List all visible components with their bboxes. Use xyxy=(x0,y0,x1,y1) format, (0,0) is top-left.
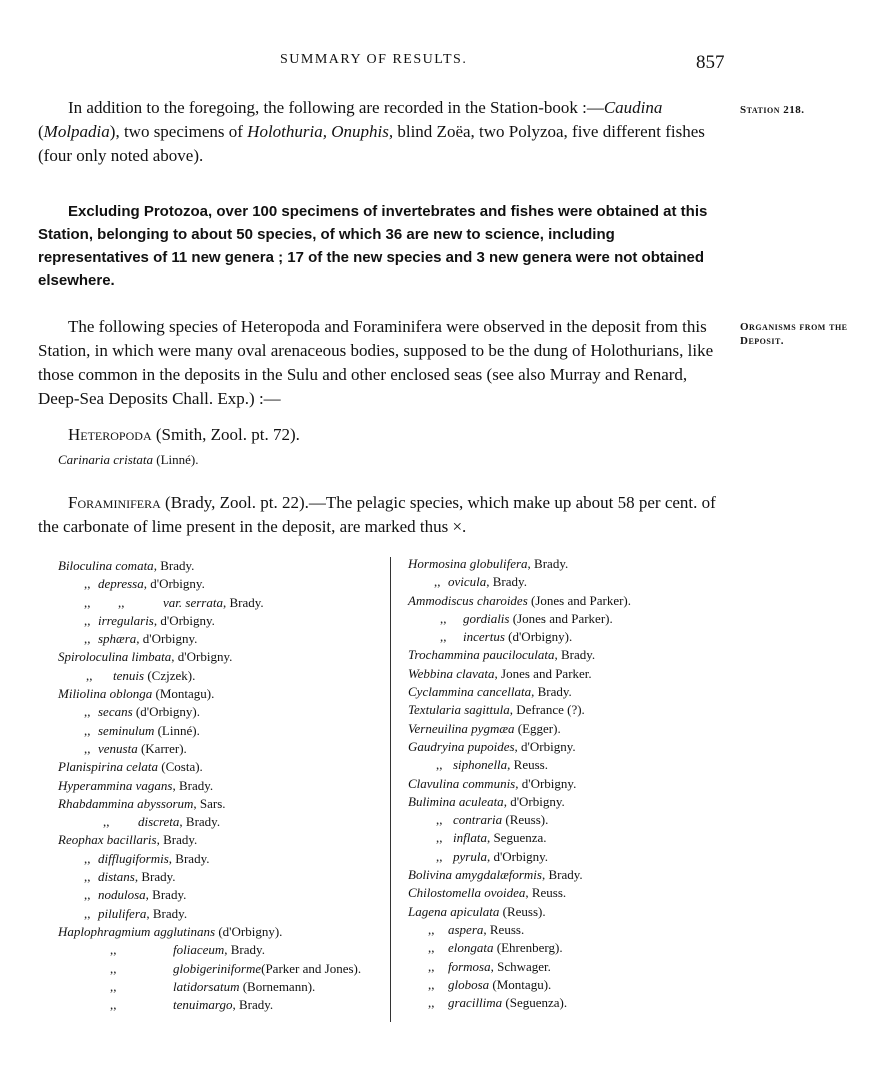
species-name: elongata xyxy=(448,940,494,956)
species-name: Textularia sagittula xyxy=(408,702,510,718)
species-author: , d'Orbigny. xyxy=(143,576,205,592)
left-species-entry xyxy=(58,996,388,1014)
heteropoda-species: Carinaria cristata (Linné). xyxy=(58,452,199,467)
left-species-entry xyxy=(58,667,388,685)
species-name: pilulifera xyxy=(98,905,147,921)
species-author: , d'Orbigny. xyxy=(486,848,549,864)
species-author: (Seguenza). xyxy=(502,995,568,1011)
right-species-entry xyxy=(408,720,738,738)
species-name: tenuimargo xyxy=(173,997,233,1013)
species-name: Rhabdammina abyssorum xyxy=(58,795,194,811)
ditto-mark: ,, xyxy=(118,594,125,610)
right-species-entry xyxy=(408,738,738,756)
species-name: incertus xyxy=(463,629,505,645)
ditto-mark: ,, xyxy=(110,997,117,1013)
species-name: gracillima xyxy=(448,995,503,1011)
left-species-entry xyxy=(58,685,388,703)
right-species-entry xyxy=(408,793,738,811)
species-name: nodulosa xyxy=(98,887,146,903)
species-author: , Brady. xyxy=(153,558,195,573)
species-name: Bulimina aculeata xyxy=(408,793,504,809)
left-species-entry xyxy=(58,960,388,978)
species-author: , d'Orbigny. xyxy=(171,649,233,665)
left-species-entry xyxy=(58,630,388,648)
left-species-entry xyxy=(58,813,388,831)
species-author: , Schwager. xyxy=(490,958,551,974)
species-author: (Ehrenberg). xyxy=(493,940,563,956)
ditto-mark: ,, xyxy=(84,905,91,921)
right-species-entry xyxy=(408,994,738,1012)
ditto-mark: ,, xyxy=(440,610,447,626)
left-species-entry xyxy=(58,905,388,923)
right-species-entry xyxy=(408,811,738,829)
species-author: , Brady. xyxy=(224,942,265,958)
ditto-mark: ,, xyxy=(436,757,443,773)
species-name: Hyperammina vagans xyxy=(58,777,173,793)
ditto-mark: ,, xyxy=(84,594,91,610)
species-name: Ammodiscus charoides xyxy=(408,592,528,608)
ditto-mark: ,, xyxy=(84,887,91,903)
species-name: discreta xyxy=(138,814,180,830)
species-author: (Jones and Parker). xyxy=(527,592,632,608)
right-species-entry xyxy=(408,683,738,701)
species-author: , Brady. xyxy=(172,777,214,793)
species-name: Biloculina comata xyxy=(58,558,154,573)
species-name: Gaudryina pupoides xyxy=(408,738,515,754)
species-author: , Seguenza. xyxy=(486,830,547,846)
right-species-entry xyxy=(408,976,738,994)
right-species-entry xyxy=(408,628,738,646)
column-divider xyxy=(390,557,391,1022)
ditto-mark: ,, xyxy=(84,612,91,628)
ditto-mark: ,, xyxy=(436,830,443,846)
species-name: Miliolina oblonga xyxy=(58,686,153,702)
species-name: Planispirina celata xyxy=(58,759,159,775)
ditto-mark: ,, xyxy=(436,848,443,864)
left-species-entry xyxy=(58,557,388,575)
species-author: , Defrance (?). xyxy=(509,702,585,718)
species-author: , Jones and Parker. xyxy=(494,665,592,681)
species-name: sphæra xyxy=(98,631,137,647)
species-name: siphonella xyxy=(453,757,508,773)
species-name: contraria xyxy=(453,812,503,828)
left-species-entry xyxy=(58,850,388,868)
species-author: (d'Orbigny). xyxy=(132,704,201,720)
species-author: (Karrer). xyxy=(137,740,187,756)
right-species-entry xyxy=(408,775,738,793)
species-name: inflata xyxy=(453,830,487,846)
species-name: foliaceum xyxy=(173,942,225,958)
species-author: , Brady. xyxy=(527,556,569,571)
left-species-entry xyxy=(58,612,388,630)
species-author: , Brady. xyxy=(541,867,583,883)
species-name: Spiroloculina limbata xyxy=(58,649,172,665)
page-number: 857 xyxy=(696,52,725,73)
species-name: depressa xyxy=(98,576,144,592)
species-name: formosa xyxy=(448,958,491,974)
ditto-mark: ,, xyxy=(84,740,91,756)
right-species-entry xyxy=(408,756,738,774)
ditto-mark: ,, xyxy=(84,704,91,720)
species-author: (Czjzek). xyxy=(144,667,196,683)
right-species-entry xyxy=(408,555,738,573)
species-name: distans xyxy=(98,869,135,885)
species-name: Reophax bacillaris xyxy=(58,832,157,848)
species-name: pyrula xyxy=(453,848,487,864)
right-species-entry xyxy=(408,610,738,628)
species-author: (Reuss). xyxy=(502,812,549,828)
species-name: globigeriniforme xyxy=(173,960,262,976)
ditto-mark: ,, xyxy=(428,976,435,992)
ditto-mark: ,, xyxy=(84,850,91,866)
species-author: (Egger). xyxy=(514,720,561,736)
species-name: ovicula xyxy=(448,574,487,590)
right-species-entry xyxy=(408,646,738,664)
right-species-entry xyxy=(408,958,738,976)
paragraph-species-intro: The following species of Heteropoda and Foraminifera were observed in the deposit from this Station, in which were many oval arenaceous bodies, supposed to be the dung of Holothurians, like those common in the deposits in the Sulu and other enclosed seas (see also Murray and Renard, Deep-Sea Deposits Chall. Exp.) :— xyxy=(38,317,714,408)
species-author: , Brady. xyxy=(486,574,527,590)
species-author: (Linné). xyxy=(154,722,200,738)
ditto-mark: ,, xyxy=(110,978,117,994)
left-species-entry xyxy=(58,923,388,941)
species-author: , d'Orbigny. xyxy=(515,775,577,791)
right-species-entry xyxy=(408,592,738,610)
species-author: , d'Orbigny. xyxy=(153,612,215,628)
right-species-entry xyxy=(408,665,738,683)
ditto-mark: ,, xyxy=(428,940,435,956)
species-name: seminulum xyxy=(98,722,155,738)
left-species-entry xyxy=(58,740,388,758)
left-species-entry xyxy=(58,868,388,886)
species-author: (Bornemann). xyxy=(239,978,316,994)
species-name: venusta xyxy=(98,740,138,756)
species-name: Webbina clavata xyxy=(408,665,495,681)
right-species-entry xyxy=(408,866,738,884)
species-author: , Brady. xyxy=(222,594,264,610)
ditto-mark: ,, xyxy=(110,942,117,958)
species-author: , Reuss. xyxy=(525,885,567,901)
running-header: SUMMARY OF RESULTS. xyxy=(280,52,468,67)
ditto-mark: ,, xyxy=(440,629,447,645)
right-species-entry xyxy=(408,829,738,847)
species-name: gordialis xyxy=(463,610,510,626)
ditto-mark: ,, xyxy=(434,574,441,590)
species-author: , Brady. xyxy=(232,997,274,1013)
species-author: , Reuss. xyxy=(483,921,525,937)
ditto-mark: ,, xyxy=(84,722,91,738)
species-author: (Parker and Jones). xyxy=(261,960,362,976)
paragraph-excluding-protozoa: Excluding Protozoa, over 100 specimens of invertebrates and fishes were obtained at this Station, belonging to about 50 species, of which 36 are new to science, including representatives of 11 new genera ; 17 of the new species and 3 new genera were not obtained elsewhere. xyxy=(38,203,708,289)
foraminifera-heading: Foraminifera (Brady, Zool. pt. 22).—The pelagic species, which make up about 58 per cent. of the carbonate of lime present in the deposit, are marked thus ×. xyxy=(38,493,716,536)
species-author: (Reuss). xyxy=(499,903,546,919)
species-author: (Montagu). xyxy=(489,976,552,992)
species-name: tenuis xyxy=(113,667,145,683)
species-author: , Brady. xyxy=(146,905,188,921)
ditto-mark: ,, xyxy=(103,814,110,830)
species-name: aspera xyxy=(448,921,484,937)
heteropoda-heading: Heteropoda (Smith, Zool. pt. 72). xyxy=(68,425,300,444)
margin-note-organisms: Organisms from the Deposit. xyxy=(740,321,848,347)
species-author: , d'Orbigny. xyxy=(503,793,565,809)
left-species-entry xyxy=(58,978,388,996)
species-author: (Montagu). xyxy=(152,686,215,702)
ditto-mark: ,, xyxy=(428,921,435,937)
right-species-entry xyxy=(408,939,738,957)
species-author: (Costa). xyxy=(158,759,203,775)
species-author: (Jones and Parker). xyxy=(509,610,613,626)
species-author: , Brady. xyxy=(134,869,176,885)
species-author: , d'Orbigny. xyxy=(136,631,198,647)
species-list-right xyxy=(408,555,738,1012)
left-species-entry xyxy=(58,777,388,795)
species-name: Trochammina pauciloculata xyxy=(408,647,555,663)
species-author: , d'Orbigny. xyxy=(514,738,576,754)
right-species-entry xyxy=(408,701,738,719)
margin-note-station: Station 218. xyxy=(740,104,805,116)
species-name: Verneuilina pygmæa xyxy=(408,720,515,736)
species-author: , Brady. xyxy=(156,832,198,848)
species-author: , Sars. xyxy=(193,795,226,811)
left-species-entry xyxy=(58,758,388,776)
species-author: , Reuss. xyxy=(507,757,548,773)
species-author: , Brady. xyxy=(179,814,221,830)
species-author: , Brady. xyxy=(531,684,572,700)
species-name: secans xyxy=(98,704,133,720)
left-species-entry xyxy=(58,795,388,813)
right-species-entry xyxy=(408,903,738,921)
species-author: (d'Orbigny). xyxy=(504,629,573,645)
right-species-entry xyxy=(408,573,738,591)
left-species-entry xyxy=(58,831,388,849)
ditto-mark: ,, xyxy=(428,995,435,1011)
left-species-entry xyxy=(58,722,388,740)
left-species-entry xyxy=(58,594,388,612)
species-name: Haplophragmium agglutinans xyxy=(58,923,216,939)
species-author: , Brady. xyxy=(554,647,596,663)
ditto-mark: ,, xyxy=(110,960,117,976)
species-name: difflugiformis xyxy=(98,850,169,866)
ditto-mark: ,, xyxy=(436,812,443,828)
species-name: Clavulina communis xyxy=(408,775,516,791)
left-species-entry xyxy=(58,575,388,593)
right-species-entry xyxy=(408,921,738,939)
right-species-entry xyxy=(408,884,738,902)
ditto-mark: ,, xyxy=(84,869,91,885)
species-name: Bolivina amygdalæformis xyxy=(408,867,542,883)
species-name: Lagena apiculata xyxy=(408,903,500,919)
species-author: (d'Orbigny). xyxy=(215,923,283,939)
species-name: Hormosina globulifera xyxy=(408,556,528,571)
left-species-entry xyxy=(58,941,388,959)
left-species-entry xyxy=(58,648,388,666)
species-name: irregularis xyxy=(98,612,154,628)
left-species-entry xyxy=(58,886,388,904)
species-name: globosa xyxy=(448,976,490,992)
ditto-mark: ,, xyxy=(84,631,91,647)
species-list-left xyxy=(58,557,388,1014)
species-author: , Brady. xyxy=(145,887,187,903)
right-species-entry xyxy=(408,848,738,866)
ditto-mark: ,, xyxy=(86,667,93,683)
ditto-mark: ,, xyxy=(428,958,435,974)
species-name: Chilostomella ovoidea xyxy=(408,885,526,901)
paragraph-station-book: In addition to the foregoing, the following are recorded in the Station-book :—Caudina (Molpadia), two specimens of Holothuria, Onuphis, blind Zoëa, two Polyzoa, five different fishes (four only noted above). xyxy=(38,98,705,165)
species-name: var. serrata xyxy=(163,594,223,610)
ditto-mark: ,, xyxy=(84,576,91,592)
species-name: Cyclammina cancellata xyxy=(408,684,532,700)
species-name: latidorsatum xyxy=(173,978,240,994)
species-author: , Brady. xyxy=(168,850,210,866)
left-species-entry xyxy=(58,703,388,721)
